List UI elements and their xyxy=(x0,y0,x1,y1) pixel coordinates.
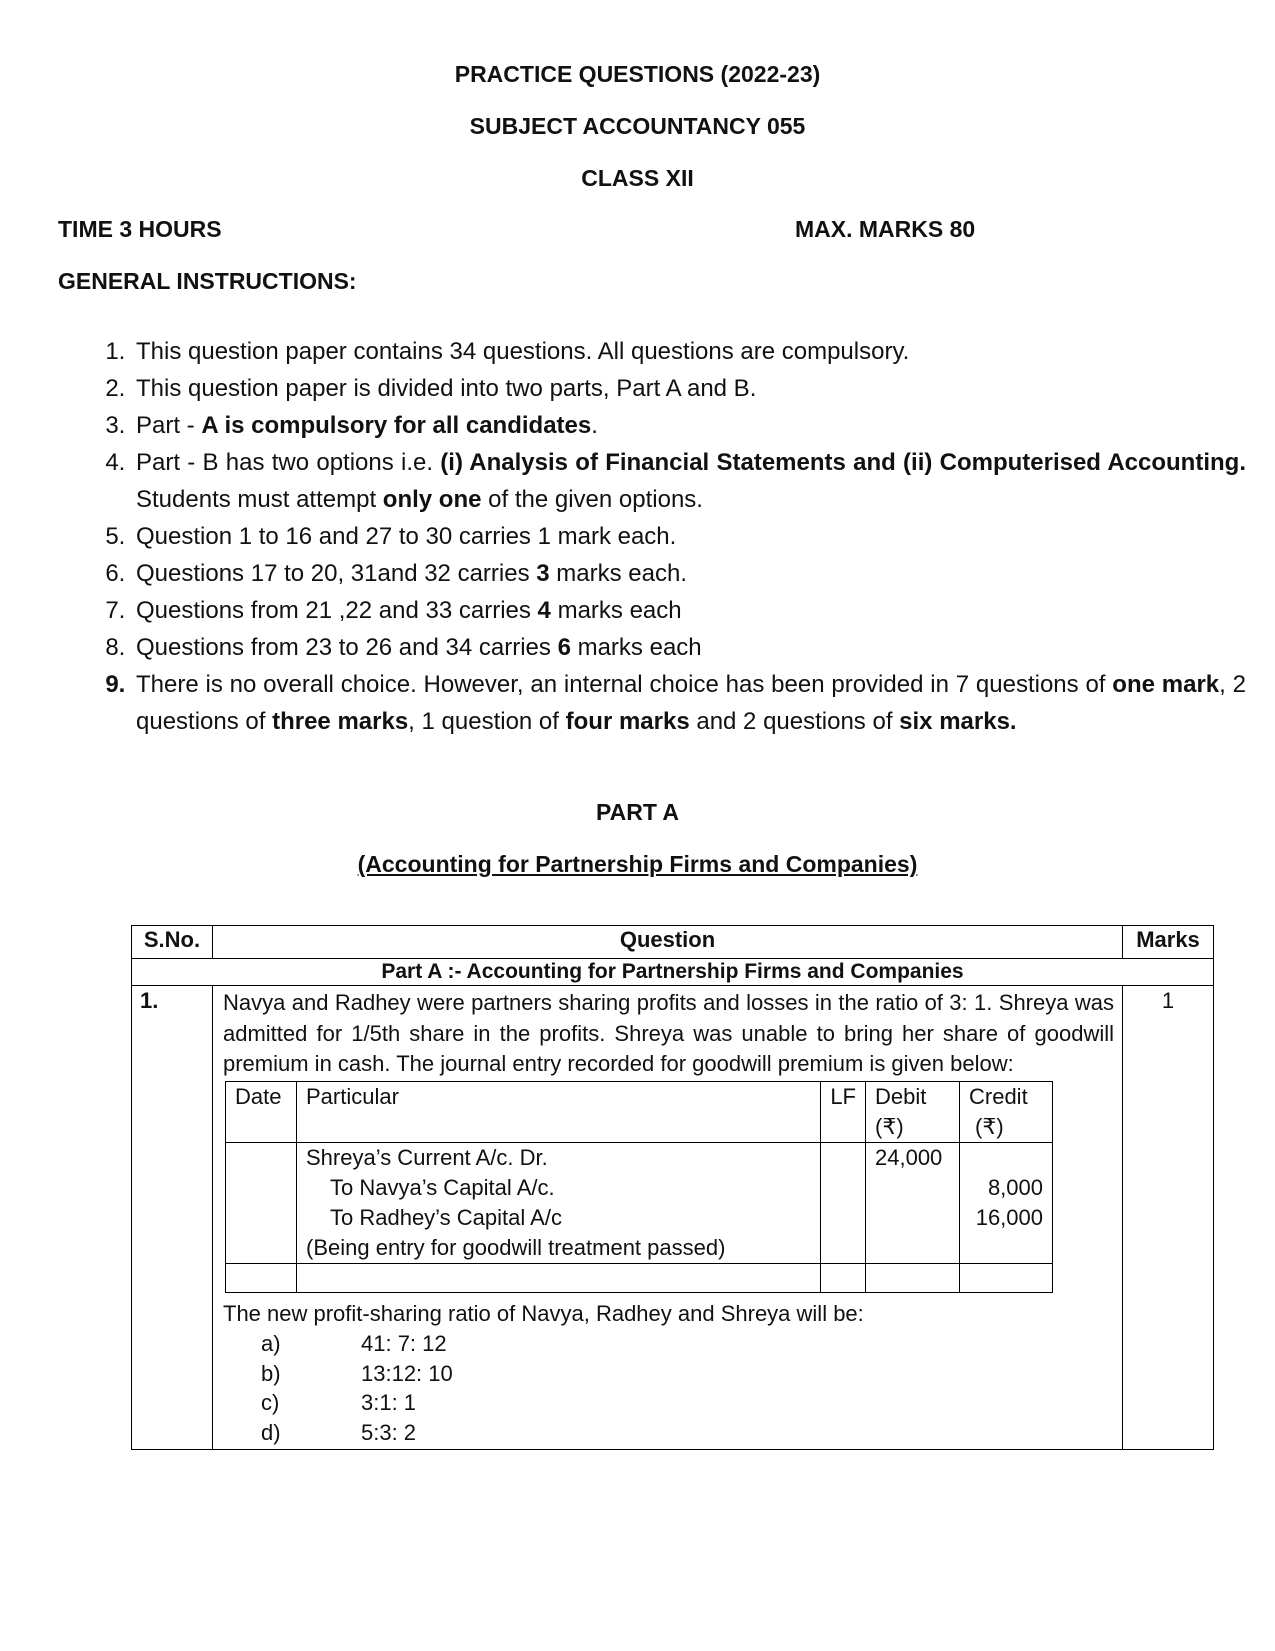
journal-credit-header xyxy=(960,1081,1053,1142)
credit-amount-1: 8,000 xyxy=(987,1174,1043,1200)
credit-label: Credit xyxy=(969,1083,1028,1109)
journal-debit-header xyxy=(866,1081,960,1142)
blank-cell-5 xyxy=(960,1263,1053,1292)
section-row xyxy=(132,959,1214,986)
option-key: b) xyxy=(261,1360,281,1386)
option-text: 13:12: 10 xyxy=(361,1360,453,1386)
journal-line-3: To Radhey’s Capital A/c xyxy=(330,1204,562,1230)
debit-label: Debit xyxy=(875,1083,927,1109)
instructions-list xyxy=(96,333,1246,740)
journal-particular-cell xyxy=(297,1142,821,1263)
journal-line-2: To Navya’s Capital A/c. xyxy=(330,1174,555,1200)
instruction-7: 7. Questions from 21 ,22 and 33 carries 4 marks each xyxy=(132,592,1246,629)
journal-lf-header: LF xyxy=(821,1081,866,1142)
journal-date-header: Date xyxy=(226,1081,297,1142)
options-list xyxy=(261,1329,1114,1447)
part-title: PART A xyxy=(595,799,680,825)
option-text: 41: 7: 12 xyxy=(361,1331,447,1356)
option-b xyxy=(261,1359,1114,1389)
instruction-6: 6. Questions 17 to 20, 31and 32 carries 3 marks each. xyxy=(132,555,1246,592)
instruction-4: 4. Part - B has two options i.e. (i) Analysis of Financial Statements and (ii) Computerised Accounting. Students must attempt only one of the given options. xyxy=(132,444,1246,518)
journal-date-cell xyxy=(226,1142,297,1263)
col-marks-header: Marks xyxy=(1123,926,1214,959)
instruction-8: 8. Questions from 23 to 26 and 34 carries 6 marks each xyxy=(132,629,1246,666)
blank-cell-4 xyxy=(866,1263,960,1292)
question-prompt: The new profit-sharing ratio of Navya, Radhey and Shreya will be: xyxy=(223,1300,864,1326)
option-d xyxy=(261,1418,1114,1448)
question-row xyxy=(132,986,1214,1450)
col-sno-header: S.No. xyxy=(132,926,213,959)
time-label: TIME 3 HOURS xyxy=(58,216,222,242)
blank-cell-3 xyxy=(821,1263,866,1292)
part-subtitle: (Accounting for Partnership Firms and Companies) xyxy=(357,851,918,877)
instruction-2: 2. This question paper is divided into two parts, Part A and B. xyxy=(132,370,1246,407)
instruction-3: 3. Part - A is compulsory for all candidates. xyxy=(132,407,1246,444)
option-text: 5:3: 2 xyxy=(361,1419,417,1445)
journal-lf-cell xyxy=(821,1142,866,1263)
journal-narration: (Being entry for goodwill treatment passed) xyxy=(306,1234,726,1260)
max-marks-label: MAX. MARKS 80 xyxy=(795,216,976,242)
instruction-5: 5. Question 1 to 16 and 27 to 30 carries 1 mark each. xyxy=(132,518,1246,555)
option-key: d) xyxy=(261,1419,281,1445)
option-text: 3:1: 1 xyxy=(361,1390,417,1415)
paper-title: PRACTICE QUESTIONS (2022-23) xyxy=(454,61,821,87)
part-subtitle-wrap xyxy=(0,851,1275,878)
journal-header-row xyxy=(226,1081,1053,1142)
journal-entry-row xyxy=(226,1142,1053,1263)
option-a xyxy=(261,1329,1114,1359)
journal-entry-table xyxy=(225,1081,1053,1293)
journal-particular-header: Particular xyxy=(297,1081,821,1142)
section-title: Part A :- Accounting for Partnership Firms and Companies xyxy=(132,959,1214,986)
option-key: a) xyxy=(261,1331,281,1356)
blank-cell-1 xyxy=(226,1263,297,1292)
credit-unit: (₹) xyxy=(975,1113,1004,1139)
option-key: c) xyxy=(261,1390,280,1415)
question-text: Navya and Radhey were partners sharing profits and losses in the ratio of 3: 1. Shreya was admitted for 1/5th share in the profits. Shreya was unable to bring her share of goodwill premium in cash. The journal entry recorded for goodwill premium is given below: xyxy=(223,990,1114,1076)
instruction-9: 9. There is no overall choice. However, an internal choice has been provided in 7 questions of one mark, 2 questions of three marks, 1 question of four marks and 2 questions of six marks. xyxy=(132,666,1246,740)
question-body xyxy=(213,986,1123,1450)
question-number: 1. xyxy=(132,986,213,1450)
questions-table xyxy=(131,925,1214,1450)
debit-amount: 24,000 xyxy=(875,1144,943,1170)
table-header-row xyxy=(132,926,1214,959)
subject-line: SUBJECT ACCOUNTANCY 055 xyxy=(469,113,806,139)
journal-blank-row xyxy=(226,1263,1053,1292)
instruction-1: 1. This question paper contains 34 questions. All questions are compulsory. xyxy=(132,333,1246,370)
col-question-header: Question xyxy=(213,926,1123,959)
journal-credit-cell xyxy=(960,1142,1053,1263)
journal-line-1: Shreya’s Current A/c. Dr. xyxy=(306,1144,548,1170)
option-c xyxy=(261,1388,1114,1418)
journal-debit-cell xyxy=(866,1142,960,1263)
class-line: CLASS XII xyxy=(581,165,694,191)
question-marks: 1 xyxy=(1123,986,1214,1450)
debit-unit: (₹) xyxy=(875,1113,904,1139)
blank-cell-2 xyxy=(297,1263,821,1292)
instructions-heading: GENERAL INSTRUCTIONS: xyxy=(58,268,357,294)
credit-amount-2: 16,000 xyxy=(975,1204,1043,1230)
